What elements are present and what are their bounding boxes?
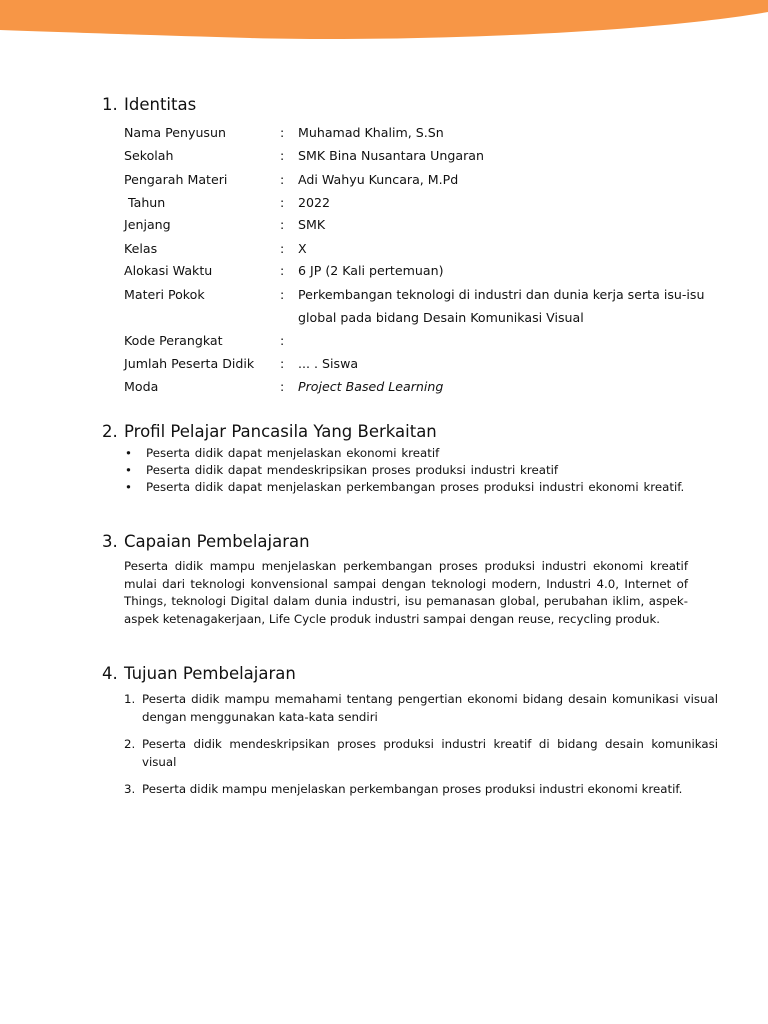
identity-colon: : xyxy=(280,217,285,232)
identity-colon: : xyxy=(280,195,285,210)
identity-label: Pengarah Materi xyxy=(124,172,228,187)
identity-value: X xyxy=(298,241,307,256)
section-heading: Capaian Pembelajaran xyxy=(124,532,310,551)
identity-colon: : xyxy=(280,148,285,163)
identity-value: SMK xyxy=(298,217,326,232)
list-item xyxy=(124,781,718,799)
identity-value: 6 JP (2 Kali pertemuan) xyxy=(298,263,444,278)
identity-row-materi-pokok-cont xyxy=(124,307,724,329)
list-item-text: Peserta didik mendeskripsikan proses produksi industri kreatif di bidang desain komunikasi visual xyxy=(142,737,718,769)
identity-label: Jumlah Peserta Didik xyxy=(124,356,255,371)
identity-colon: : xyxy=(280,379,285,394)
identity-colon: : xyxy=(280,125,285,140)
list-number: 2. xyxy=(124,737,136,751)
identity-row-sekolah xyxy=(124,145,724,167)
list-item-text: Peserta didik mampu memahami tentang pengertian ekonomi bidang desain komunikasi visual dengan menggunakan kata-kata sendiri xyxy=(142,692,718,724)
section-heading: Profil Pelajar Pancasila Yang Berkaitan xyxy=(124,422,437,441)
identity-label: Jenjang xyxy=(124,217,171,232)
section-heading: Tujuan Pembelajaran xyxy=(124,664,296,683)
identity-colon: : xyxy=(280,333,285,348)
orange-wave-shape xyxy=(0,0,768,39)
identity-label: Materi Pokok xyxy=(124,287,205,302)
identity-row-moda xyxy=(124,376,724,398)
list-number: 3. xyxy=(124,782,136,796)
section-number: 3. xyxy=(102,532,118,551)
section-number: 4. xyxy=(102,664,118,683)
section-title-identitas xyxy=(102,95,196,114)
identity-value: Muhamad Khalim, S.Sn xyxy=(298,125,444,140)
identity-colon: : xyxy=(280,241,285,256)
identity-row-nama-penyusun xyxy=(124,122,724,144)
list-number: 1. xyxy=(124,692,136,706)
identity-value: 2022 xyxy=(298,195,331,210)
identity-colon: : xyxy=(280,263,285,278)
list-item-text: Peserta didik mampu menjelaskan perkembangan proses produksi industri ekonomi kreatif. xyxy=(142,782,683,796)
identity-label: Moda xyxy=(124,379,159,394)
identity-value: SMK Bina Nusantara Ungaran xyxy=(298,148,484,163)
identity-label: Kode Perangkat xyxy=(124,333,223,348)
identity-label: Kelas xyxy=(124,241,158,256)
identity-row-kelas xyxy=(124,238,724,260)
identity-row-alokasi-waktu xyxy=(124,260,724,282)
section-number: 2. xyxy=(102,422,118,441)
identity-row-kode-perangkat xyxy=(124,330,724,352)
identity-row-jumlah-peserta xyxy=(124,353,724,375)
identity-value-continued: global pada bidang Desain Komunikasi Visual xyxy=(298,310,584,325)
section-title-profil xyxy=(102,422,437,441)
identity-value: Project Based Learning xyxy=(298,379,444,394)
section-number: 1. xyxy=(102,95,118,114)
section-title-capaian xyxy=(102,532,310,551)
list-item xyxy=(124,691,718,726)
identity-label: Sekolah xyxy=(124,148,174,163)
list-item-text: Peserta didik dapat menjelaskan perkembangan proses produksi industri ekonomi kreatif. xyxy=(146,480,685,494)
identity-row-materi-pokok xyxy=(124,284,724,306)
bullet-icon: • xyxy=(125,480,132,494)
section-heading: Identitas xyxy=(124,95,197,114)
list-item xyxy=(124,462,690,479)
identity-colon: : xyxy=(280,287,285,302)
list-item-text: Peserta didik dapat mendeskripsikan proses produksi industri kreatif xyxy=(146,463,558,477)
identity-label: Tahun xyxy=(124,195,166,210)
identity-value: Perkembangan teknologi di industri dan dunia kerja serta isu-isu xyxy=(298,287,705,302)
list-item-text: Peserta didik dapat menjelaskan ekonomi kreatif xyxy=(146,446,440,460)
bullet-icon: • xyxy=(125,446,132,460)
list-item xyxy=(124,736,718,771)
identity-row-jenjang xyxy=(124,214,724,236)
identity-row-pengarah-materi xyxy=(124,169,724,191)
identity-label: Alokasi Waktu xyxy=(124,263,213,278)
list-item xyxy=(124,445,690,462)
identity-label: Nama Penyusun xyxy=(124,125,226,140)
profil-bullet-list xyxy=(124,445,690,496)
list-item xyxy=(124,479,690,496)
header-wave-decoration xyxy=(0,0,768,60)
identity-row-tahun xyxy=(124,192,724,214)
capaian-paragraph: Peserta didik mampu menjelaskan perkembangan proses produksi industri ekonomi kreatif mulai dari teknologi konvensional sampai dengan teknologi modern, Industri 4.0, Internet of Things, teknologi Digital dalam dunia industri, isu pemanasan global, perubahan iklim, aspek-aspek ketenagakerjaan, Life Cycle produk industri sampai dengan reuse, recycling produk. xyxy=(124,559,688,626)
tujuan-numbered-list xyxy=(124,691,718,809)
identity-value: ... . Siswa xyxy=(298,356,359,371)
identity-colon: : xyxy=(280,356,285,371)
section-title-tujuan xyxy=(102,664,296,683)
bullet-icon: • xyxy=(125,463,132,477)
identity-colon: : xyxy=(280,172,285,187)
identity-value: Adi Wahyu Kuncara, M.Pd xyxy=(298,172,459,187)
